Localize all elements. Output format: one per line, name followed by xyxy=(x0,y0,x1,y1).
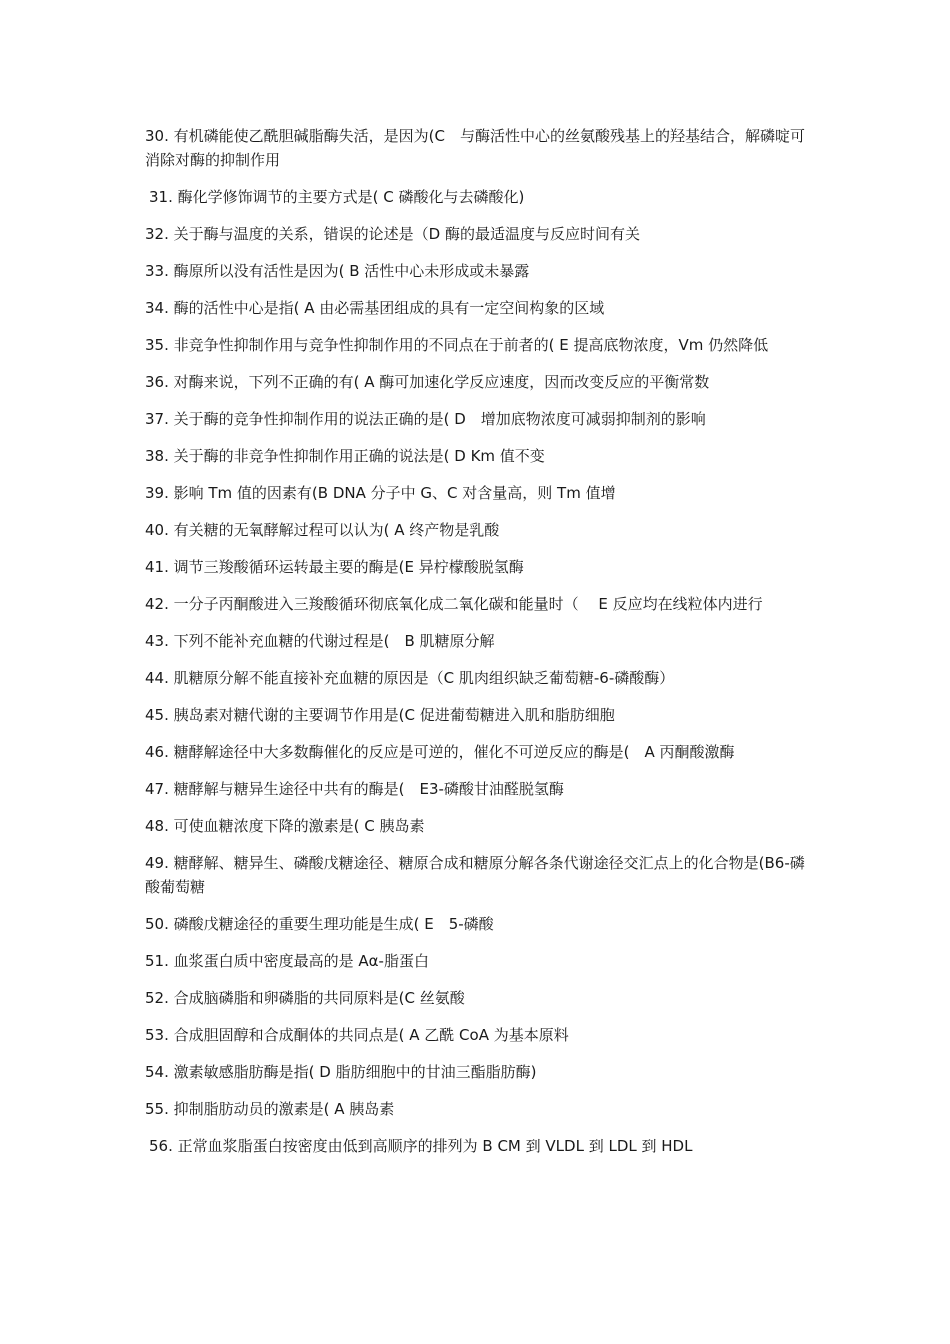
question-item-45: 45. 胰岛素对糖代谢的主要调节作用是(C 促进葡萄糖进入肌和脂肪细胞 xyxy=(145,706,615,724)
question-item-34: 34. 酶的活性中心是指( A 由必需基团组成的具有一定空间构象的区域 xyxy=(145,299,605,317)
question-item-31: 31. 酶化学修饰调节的主要方式是( C 磷酸化与去磷酸化) xyxy=(149,188,525,206)
question-item-48: 48. 可使血糖浓度下降的激素是( C 胰岛素 xyxy=(145,817,425,835)
question-item-46: 46. 糖酵解途径中大多数酶催化的反应是可逆的，催化不可逆反应的酶是( A 丙酮酸激酶 xyxy=(145,743,735,761)
question-item-49: 49. 糖酵解、糖异生、磷酸戊糖途径、糖原合成和糖原分解各条代谢途径交汇点上的化合物是(B6-磷酸葡萄糖 xyxy=(145,854,805,896)
question-item-53: 53. 合成胆固醇和合成酮体的共同点是( A 乙酰 CoA 为基本原料 xyxy=(145,1026,569,1044)
question-item-38: 38. 关于酶的非竞争性抑制作用正确的说法是( D Km 值不变 xyxy=(145,447,545,465)
question-item-56: 56. 正常血浆脂蛋白按密度由低到高顺序的排列为 B CM 到 VLDL 到 LDL 到 HDL xyxy=(149,1137,693,1155)
question-item-30: 30. 有机磷能使乙酰胆碱脂酶失活，是因为(C 与酶活性中心的丝氨酸残基上的羟基结合，解磷啶可消除对酶的抑制作用 xyxy=(145,127,805,169)
question-item-55: 55. 抑制脂肪动员的激素是( A 胰岛素 xyxy=(145,1100,395,1118)
question-item-47: 47. 糖酵解与糖异生途径中共有的酶是( E3-磷酸甘油醛脱氢酶 xyxy=(145,780,564,798)
question-item-42: 42. 一分子丙酮酸进入三羧酸循环彻底氧化成二氧化碳和能量时（ E 反应均在线粒体内进行 xyxy=(145,595,763,613)
question-item-52: 52. 合成脑磷脂和卵磷脂的共同原料是(C 丝氨酸 xyxy=(145,989,465,1007)
question-item-50: 50. 磷酸戊糖途径的重要生理功能是生成( E 5-磷酸 xyxy=(145,915,494,933)
question-item-39: 39. 影响 Tm 值的因素有(B DNA 分子中 G、C 对含量高，则 Tm 值增 xyxy=(145,484,616,502)
question-item-37: 37. 关于酶的竞争性抑制作用的说法正确的是( D 增加底物浓度可减弱抑制剂的影响 xyxy=(145,410,706,428)
question-item-35: 35. 非竞争性抑制作用与竞争性抑制作用的不同点在于前者的( E 提高底物浓度，Vm 仍然降低 xyxy=(145,336,769,354)
question-item-40: 40. 有关糖的无氧酵解过程可以认为( A 终产物是乳酸 xyxy=(145,521,500,539)
question-item-36: 36. 对酶来说，下列不正确的有( A 酶可加速化学反应速度，因而改变反应的平衡常数 xyxy=(145,373,710,391)
question-item-33: 33. 酶原所以没有活性是因为( B 活性中心未形成或未暴露 xyxy=(145,262,530,280)
question-item-51: 51. 血浆蛋白质中密度最高的是 Aα-脂蛋白 xyxy=(145,952,429,970)
question-item-41: 41. 调节三羧酸循环运转最主要的酶是(E 异柠檬酸脱氢酶 xyxy=(145,558,524,576)
question-item-54: 54. 激素敏感脂肪酶是指( D 脂肪细胞中的甘油三酯脂肪酶) xyxy=(145,1063,537,1081)
question-list xyxy=(145,124,815,1171)
question-item-44: 44. 肌糖原分解不能直接补充血糖的原因是（C 肌肉组织缺乏葡萄糖-6-磷酸酶） xyxy=(145,669,675,687)
question-item-43: 43. 下列不能补充血糖的代谢过程是( B 肌糖原分解 xyxy=(145,632,495,650)
question-item-32: 32. 关于酶与温度的关系，错误的论述是（D 酶的最适温度与反应时间有关 xyxy=(145,225,640,243)
